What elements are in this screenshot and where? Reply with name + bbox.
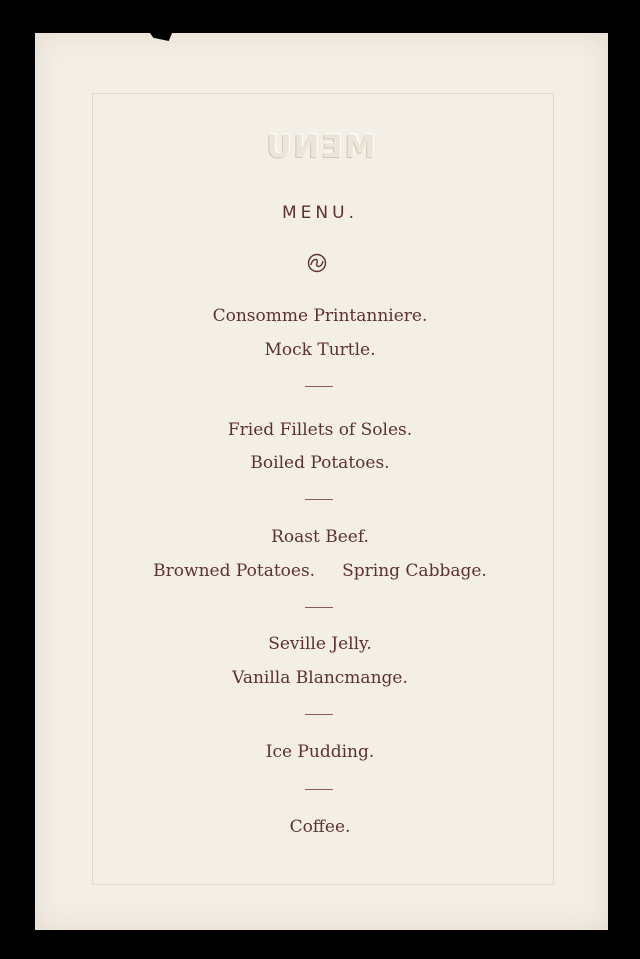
course-divider [305,789,333,790]
embossed-menu-impression: MENU [264,129,376,165]
dish-seville-jelly: Seville Jelly. [268,634,372,654]
dish-vanilla-blancmange: Vanilla Blancmange. [232,668,408,688]
dish-fried-fillets: Fried Fillets of Soles. [227,420,413,440]
scroll-ornament-icon [306,252,328,274]
dish-ice-pudding: Ice Pudding. [265,742,375,762]
dish-coffee: Coffee. [289,817,351,837]
dish-browned-potatoes-cabbage: Browned Potatoes. Spring Cabbage. [153,561,487,581]
dish-roast-beef: Roast Beef. [271,527,369,547]
dish-consomme: Consomme Printanniere. [212,306,428,326]
dish-boiled-potatoes: Boiled Potatoes. [250,453,390,473]
course-divider [305,607,333,608]
course-divider [305,499,333,500]
course-divider [305,714,333,715]
menu-title: MENU. [282,203,358,223]
course-divider [305,386,333,387]
dish-mock-turtle: Mock Turtle. [264,340,376,360]
